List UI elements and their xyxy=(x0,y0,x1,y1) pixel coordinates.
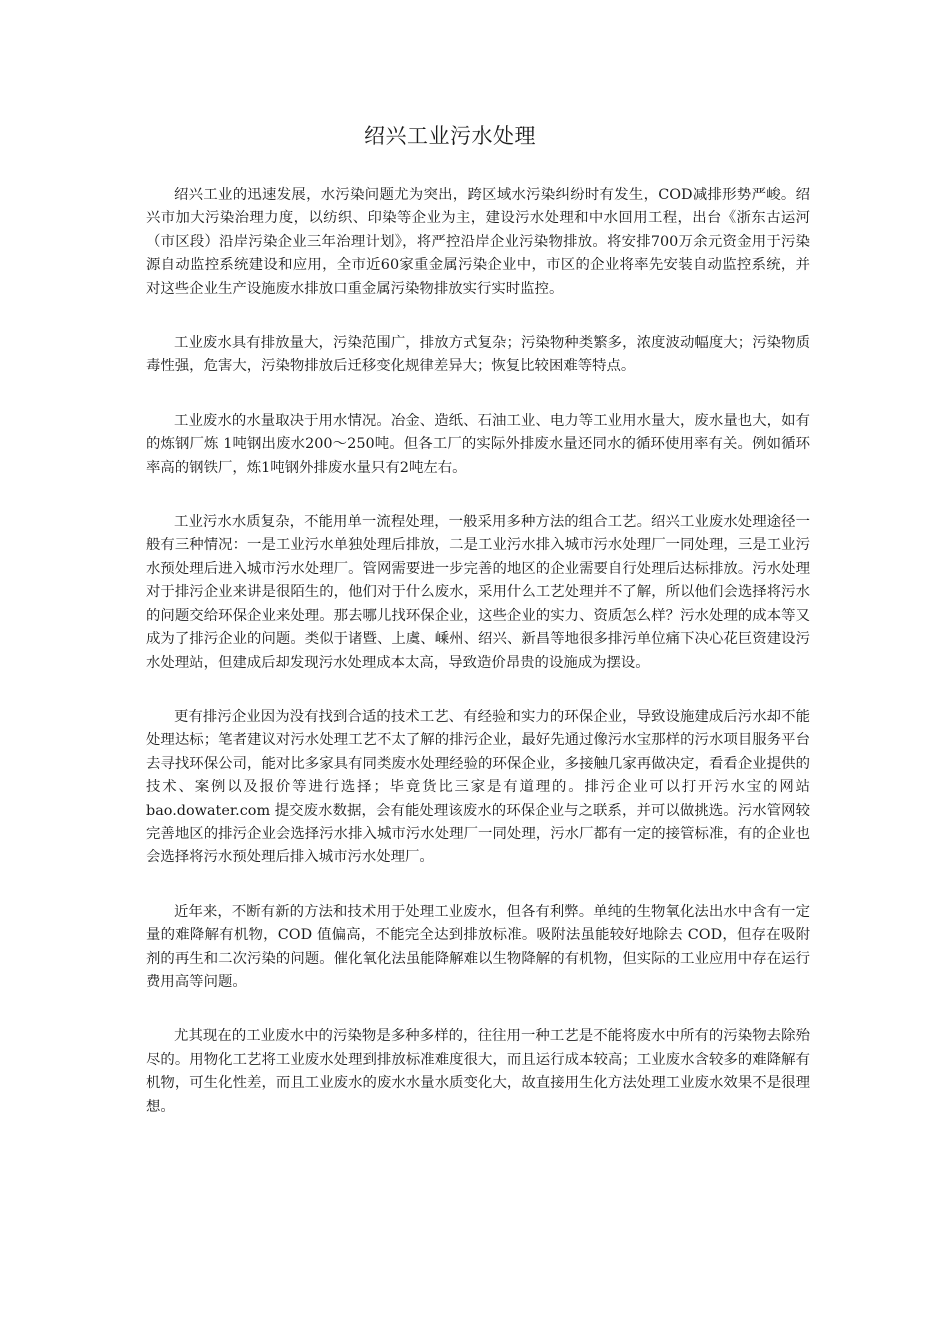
paragraph-5: 更有排污企业因为没有找到合适的技术工艺、有经验和实力的环保企业，导致设施建成后污水却不能处理达标；笔者建议对污水处理工艺不太了解的排污企业，最好先通过像污水宝那样的污水项目服务平台去寻找环保公司，能对比多家具有同类废水处理经验的环保企业，多接触几家再做决定，看看企业提供的技术、案例以及报价等进行选择；毕竟货比三家是有道理的。排污企业可以打开污水宝的网站 bao.dowater.com 提交废水数据，会有能处理该废水的环保企业与之联系，并可以做挑选。污水管网较完善地区的排污企业会选择污水排入城市污水处理厂一同处理，污水厂都有一定的接管标准，有的企业也会选择将污水预处理后排入城市污水处理厂。 xyxy=(146,708,810,866)
paragraph-4: 工业污水水质复杂，不能用单一流程处理，一般采用多种方法的组合工艺。绍兴工业废水处理途径一般有三种情况：一是工业污水单独处理后排放，二是工业污水排入城市污水处理厂一同处理，三是工业污水预处理后进入城市污水处理厂。管网需要进一步完善的地区的企业需要自行处理后达标排放。污水处理对于排污企业来讲是很陌生的，他们对于什么废水，采用什么工艺处理并不了解，所以他们会选择将污水的问题交给环保企业来处理。那去哪儿找环保企业，这些企业的实力、资质怎么样？污水处理的成本等又成为了排污企业的问题。类似于诸暨、上虞、嵊州、绍兴、新昌等地很多排污单位痛下决心花巨资建设污水处理站，但建成后却发现污水处理成本太高，导致造价昂贵的设施成为摆设。 xyxy=(146,514,810,671)
paragraph-7: 尤其现在的工业废水中的污染物是多种多样的，往往用一种工艺是不能将废水中所有的污染物去除殆尽的。用物化工艺将工业废水处理到排放标准难度很大，而且运行成本较高；工业废水含较多的难降解有机物，可生化性差，而且工业废水的废水水量水质变化大，故直接用生化方法处理工业废水效果不是很理想。 xyxy=(146,1028,810,1115)
paragraph-6: 近年来，不断有新的方法和技术用于处理工业废水，但各有利弊。单纯的生物氧化法出水中含有一定量的难降解有机物，COD 值偏高，不能完全达到排放标准。吸附法虽能较好地除去 COD，但存在吸附剂的再生和二次污染的问题。催化氧化法虽能降解难以生物降解的有机物，但实际的工业应用中存在运行费用高等问题。 xyxy=(146,903,810,990)
paragraph-3: 工业废水的水量取决于用水情况。冶金、造纸、石油工业、电力等工业用水量大，废水量也大，如有的炼钢厂炼 1吨钢出废水200～250吨。但各工厂的实际外排废水量还同水的循环使用率有关。例如循环率高的钢铁厂，炼1吨钢外排废水量只有2吨左右。 xyxy=(146,412,810,476)
document-title: 绍兴工业污水处理 xyxy=(364,124,536,148)
document-body xyxy=(146,184,810,1150)
paragraph-2: 工业废水具有排放量大，污染范围广，排放方式复杂；污染物种类繁多，浓度波动幅度大；污染物质毒性强，危害大，污染物排放后迁移变化规律差异大；恢复比较困难等特点。 xyxy=(146,335,810,375)
paragraph-1: 绍兴工业的迅速发展，水污染问题尤为突出，跨区域水污染纠纷时有发生，COD减排形势严峻。绍兴市加大污染治理力度，以纺织、印染等企业为主，建设污水处理和中水回用工程，出台《浙东古运河（市区段）沿岸污染企业三年治理计划》，将严控沿岸企业污染物排放。将安排700万余元资金用于污染源自动监控系统建设和应用，全市近60家重金属污染企业中，市区的企业将率先安装自动监控系统，并对这些企业生产设施废水排放口重金属污染物排放实行实时监控。 xyxy=(146,187,810,297)
